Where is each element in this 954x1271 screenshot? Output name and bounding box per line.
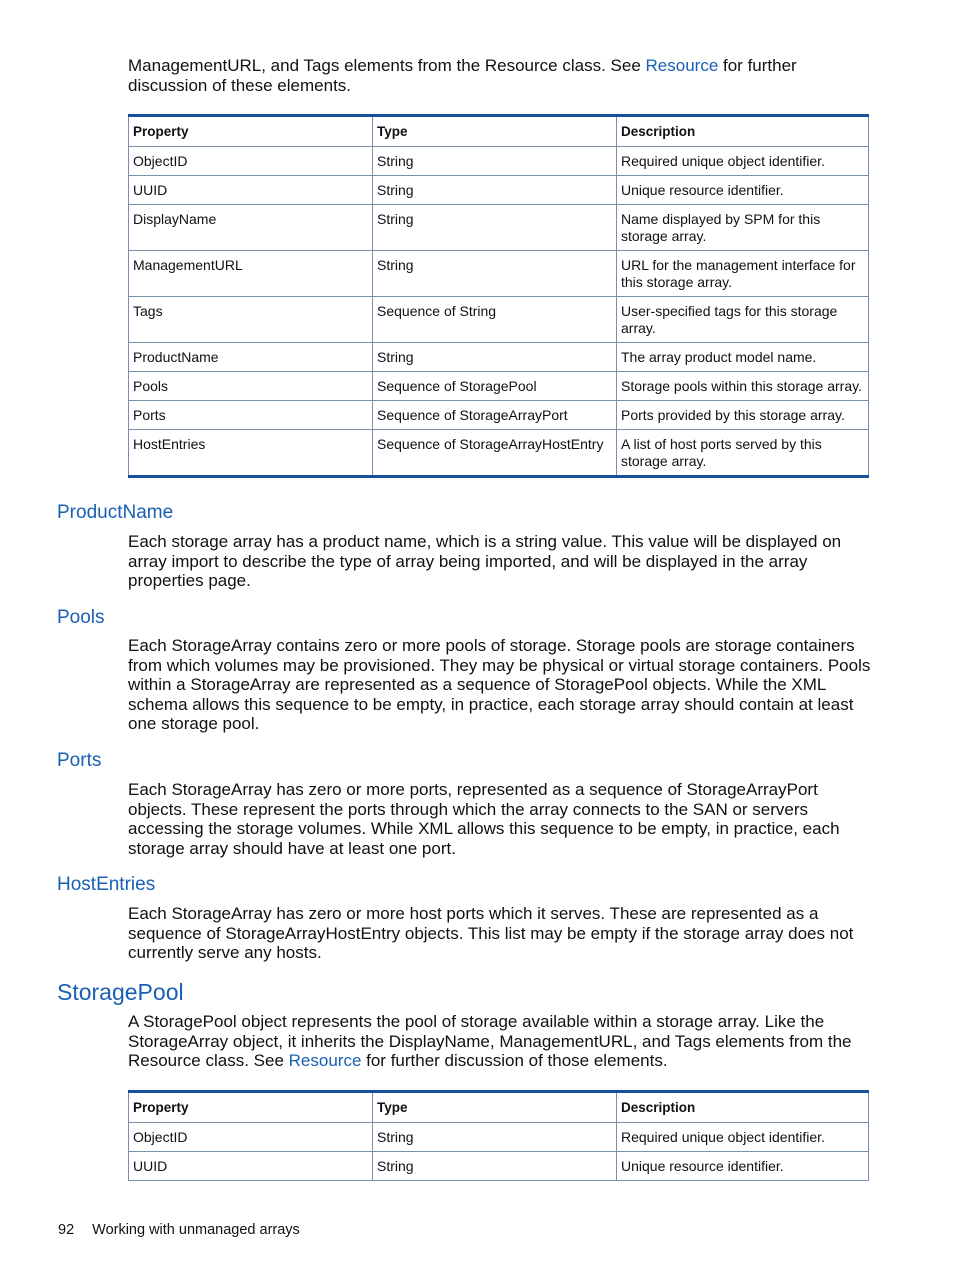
cell-type: String — [373, 251, 617, 297]
cell-description: URL for the management interface for this storage array. — [617, 251, 869, 297]
cell-type: String — [373, 205, 617, 251]
cell-property: ManagementURL — [129, 251, 373, 297]
cell-description: Unique resource identifier. — [617, 176, 869, 205]
cell-description: Unique resource identifier. — [617, 1152, 869, 1181]
cell-type: Sequence of String — [373, 297, 617, 343]
cell-property: ObjectID — [129, 147, 373, 176]
cell-type: String — [373, 1123, 617, 1152]
hostentries-paragraph: Each StorageArray has zero or more host ports which it serves. These are represented as a sequence of StorageArrayHostEntry objects. This list may be empty if the storage array does not currently serve any hosts. — [128, 904, 854, 962]
heading-pools: Pools — [57, 607, 105, 628]
cell-type: Sequence of StorageArrayHostEntry — [373, 430, 617, 477]
cell-property: ObjectID — [129, 1123, 373, 1152]
heading-productname: ProductName — [57, 502, 174, 523]
storagepool-paragraph: A StoragePool object represents the pool of storage available within a storage array. Like the StorageArray object, it inherits the DisplayName, ManagementURL, and Tags elements from the Resource class. See Resource for further discussion of those elements. — [128, 1012, 852, 1070]
table-header-row — [129, 116, 869, 147]
heading-storagepool: StoragePool — [57, 979, 184, 1005]
cell-description: A list of host ports served by this storage array. — [617, 430, 869, 477]
header-type: Type — [373, 116, 617, 147]
intro-paragraph: ManagementURL, and Tags elements from the Resource class. See Resource for further discussion of these elements. — [128, 56, 797, 95]
cell-type: Sequence of StoragePool — [373, 372, 617, 401]
table-row — [129, 1123, 869, 1152]
cell-description: Ports provided by this storage array. — [617, 401, 869, 430]
cell-property: Tags — [129, 297, 373, 343]
cell-description: Storage pools within this storage array. — [617, 372, 869, 401]
storage-pool-properties-table — [128, 1090, 869, 1181]
header-property: Property — [129, 1092, 373, 1123]
page-number: 92 — [58, 1222, 75, 1238]
table-row — [129, 297, 869, 343]
cell-type: String — [373, 147, 617, 176]
table-row — [129, 401, 869, 430]
table-row — [129, 205, 869, 251]
cell-description: The array product model name. — [617, 343, 869, 372]
table-row — [129, 343, 869, 372]
header-description: Description — [617, 1092, 869, 1123]
cell-type: Sequence of StorageArrayPort — [373, 401, 617, 430]
cell-property: UUID — [129, 176, 373, 205]
table-row — [129, 430, 869, 477]
cell-property: ProductName — [129, 343, 373, 372]
pools-paragraph: Each StorageArray contains zero or more pools of storage. Storage pools are storage containers from which volumes may be provisioned. They may be physical or virtual storage containers. Pools within a StorageArray are represented as a sequence of StoragePool objects. While the XML schema allows this sequence to be empty, in practice, each storage array should contain at least one storage pool. — [128, 636, 871, 733]
cell-type: String — [373, 176, 617, 205]
cell-property: HostEntries — [129, 430, 373, 477]
storage-array-properties-table — [128, 114, 869, 478]
ports-paragraph: Each StorageArray has zero or more ports, represented as a sequence of StorageArrayPort objects. These represent the ports through which the array connects to the SAN or servers accessing the storage volumes. While XML allows this sequence to be empty, in practice, each storage array should have at least one port. — [128, 780, 840, 858]
heading-hostentries: HostEntries — [57, 874, 156, 895]
table-row — [129, 1152, 869, 1181]
header-description: Description — [617, 116, 869, 147]
cell-type: String — [373, 343, 617, 372]
table-row — [129, 251, 869, 297]
cell-type: String — [373, 1152, 617, 1181]
table-header-row — [129, 1092, 869, 1123]
table-row — [129, 176, 869, 205]
heading-ports: Ports — [57, 750, 102, 771]
chapter-title: Working with unmanaged arrays — [92, 1222, 300, 1238]
cell-property: Pools — [129, 372, 373, 401]
cell-property: Ports — [129, 401, 373, 430]
cell-property: UUID — [129, 1152, 373, 1181]
cell-property: DisplayName — [129, 205, 373, 251]
cell-description: Required unique object identifier. — [617, 1123, 869, 1152]
productname-paragraph: Each storage array has a product name, which is a string value. This value will be displayed on array import to describe the type of array being imported, and will be displayed in the array properties page. — [128, 532, 842, 590]
table-row — [129, 372, 869, 401]
header-type: Type — [373, 1092, 617, 1123]
header-property: Property — [129, 116, 373, 147]
resource-link[interactable]: Resource — [288, 1051, 362, 1070]
cell-description: Required unique object identifier. — [617, 147, 869, 176]
cell-description: Name displayed by SPM for this storage array. — [617, 205, 869, 251]
table-row — [129, 147, 869, 176]
page-footer — [58, 1222, 300, 1238]
resource-link[interactable]: Resource — [645, 56, 719, 75]
cell-description: User-specified tags for this storage array. — [617, 297, 869, 343]
